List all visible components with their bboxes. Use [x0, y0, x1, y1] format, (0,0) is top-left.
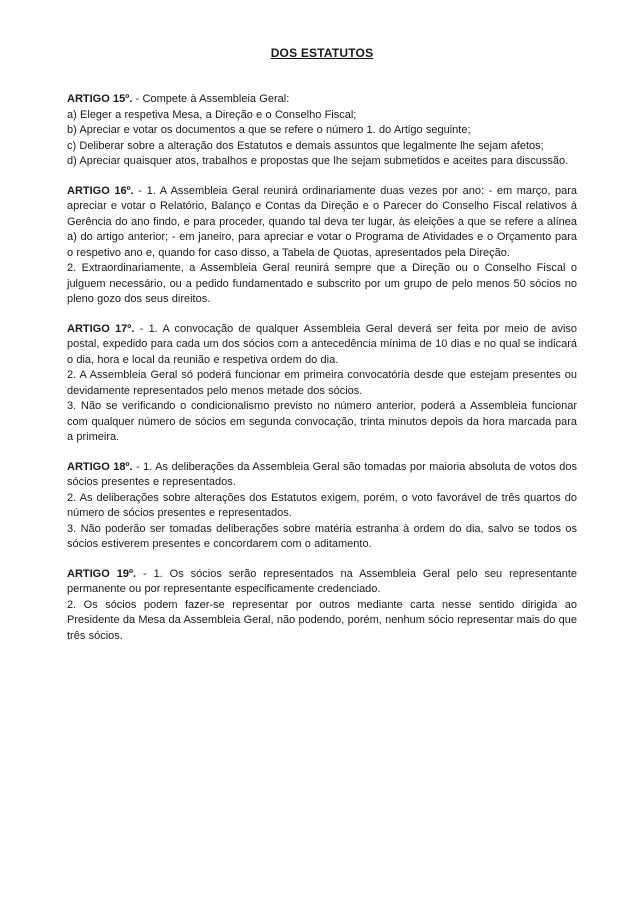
article-16-heading: ARTIGO 16º. [67, 184, 134, 197]
article-15-paragraph-1: a) Eleger a respetiva Mesa, a Direção e o Conselho Fiscal; [67, 108, 357, 121]
article-15-paragraph-4: d) Apreciar quaisquer atos, trabalhos e propostas que lhe sejam submetidos e aceites para discussão. [67, 155, 569, 167]
article-15-heading: ARTIGO 15º. [67, 93, 133, 105]
article-18-paragraph-1: 2. As deliberações sobre alterações dos Estatutos exigem, porém, o voto favorável de três quartos do número de sócios presentes e representados. [67, 491, 577, 519]
article-19-paragraph-1: 2. Os sócios podem fazer-se representar por outros mediante carta nesse sentido dirigida ao Presidente da Mesa da Assembleia Geral, não podendo, porém, nenhum sócio representar mais do que três sócios. [67, 598, 577, 642]
article-18-paragraph-2: 3. Não poderão ser tomadas deliberações sobre matéria estranha à ordem do dia, salvo se todos os sócios estiverem presentes e concordarem com o aditamento. [67, 522, 577, 550]
article-16 [67, 184, 577, 308]
article-19-lead-paragraph: ARTIGO 19º. - 1. Os sócios serão representados na Assembleia Geral pelo seu representante permanente ou por representante especificamente credenciado. [67, 567, 577, 595]
article-15-paragraph-2: b) Apreciar e votar os documentos a que se refere o número 1. do Artigo seguinte; [67, 124, 471, 136]
article-18 [67, 460, 577, 553]
article-19-heading: ARTIGO 19º. [67, 567, 137, 580]
article-19 [67, 567, 577, 645]
articles-container [67, 92, 577, 644]
article-17-lead-paragraph: ARTIGO 17º. - 1. A convocação de qualquer Assembleia Geral deverá ser feita por meio de aviso postal, expedido para cada um dos sócios com a antecedência mínima de 10 dias e no qual se indicará o dia, hora e local da reunião e respetiva ordem do dia. [67, 322, 578, 366]
article-15-paragraph-3: c) Deliberar sobre a alteração dos Estatutos e demais assuntos que legalmente lhe sejam afetos; [67, 139, 544, 152]
article-16-paragraph-1: 2. Extraordinariamente, a Assembleia Geral reunirá sempre que a Direção ou o Conselho Fiscal o julguem necessário, ou a pedido fundamentado e subscrito por um grupo de pelo menos 50 sócios no pleno gozo dos seus direitos. [67, 262, 577, 305]
article-17 [67, 322, 577, 446]
document-title: DOS ESTATUTOS [270, 46, 374, 60]
article-17-heading: ARTIGO 17º. [67, 322, 135, 335]
article-18-heading: ARTIGO 18º. [67, 460, 133, 473]
article-17-paragraph-1: 2. A Assembleia Geral só poderá funcionar em primeira convocatória desde que estejam presentes ou devidamente representados pelo menos metade dos sócios. [67, 369, 577, 397]
article-18-lead-paragraph: ARTIGO 18º. - 1. As deliberações da Assembleia Geral são tomadas por maioria absoluta de votos dos sócios presentes e representados. [67, 460, 577, 488]
article-15 [67, 92, 577, 170]
article-17-paragraph-2: 3. Não se verificando o condicionalismo previsto no número anterior, poderá a Assembleia funcionar com qualquer número de sócios em segunda convocação, trinta minutos depois da hora marcada para a primeira. [67, 400, 577, 443]
article-15-lead-paragraph: ARTIGO 15º. - Compete à Assembleia Geral: [67, 93, 290, 105]
article-16-lead-paragraph: ARTIGO 16º. - 1. A Assembleia Geral reunirá ordinariamente duas vezes por ano: - em março, para apreciar e votar o Relatório, Balanço e Contas da Direção e o Parecer do Conselho Fiscal relativos à Gerência do ano findo, e para proceder, quando tal deva ter lugar, às eleições a que se refere a alínea a) do artigo anterior; - em janeiro, para apreciar e votar o Programa de Atividades e o Orçamento para o respetivo ano e, quando for caso disso, a Tabela de Quotas, apresentados pela Direção. [67, 184, 578, 259]
